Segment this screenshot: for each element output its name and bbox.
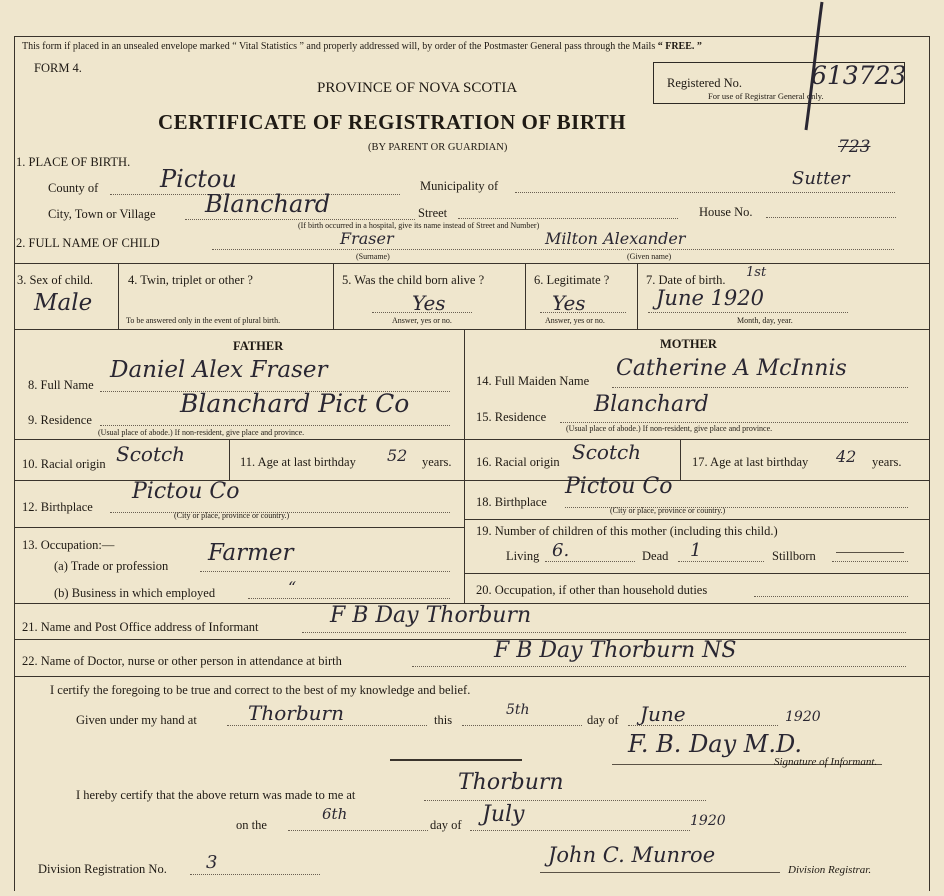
child-given-name: Milton Alexander bbox=[545, 229, 686, 248]
city-value: Blanchard bbox=[205, 190, 331, 218]
dob-day: 1st bbox=[746, 265, 767, 280]
stillborn-label: Stillborn bbox=[772, 549, 816, 563]
mother-heading: MOTHER bbox=[660, 337, 717, 351]
father-occupation-label: 13. Occupation:— bbox=[22, 538, 115, 552]
informant-line bbox=[302, 632, 906, 633]
father-birthplace-note: (City or place, province or country.) bbox=[174, 511, 290, 520]
sep-sex bbox=[118, 263, 119, 329]
doctor-value: F B Day Thorburn NS bbox=[494, 638, 737, 663]
sep-twin bbox=[333, 263, 334, 329]
rule-children-top bbox=[464, 519, 930, 520]
county-label: County of bbox=[48, 181, 99, 195]
municipality-line bbox=[515, 192, 895, 193]
child-name-label: 2. FULL NAME OF CHILD bbox=[16, 236, 160, 250]
given-under-label: Given under my hand at bbox=[76, 713, 197, 727]
business-line bbox=[248, 598, 450, 599]
day-of-value: June bbox=[640, 702, 686, 726]
sex-label: 3. Sex of child. bbox=[17, 273, 94, 287]
on-the-line bbox=[288, 830, 428, 831]
mother-res-line bbox=[560, 422, 908, 423]
father-name-value: Daniel Alex Fraser bbox=[110, 357, 328, 383]
parents-divider bbox=[464, 329, 465, 603]
given-place-value: Thorburn bbox=[248, 701, 344, 725]
on-the-value: 6th bbox=[322, 805, 348, 823]
father-res-note: (Usual place of abode.) If non-resident, give place and province. bbox=[98, 428, 305, 437]
legit-note: Answer, yes or no. bbox=[545, 316, 605, 325]
father-years: years. bbox=[422, 455, 452, 469]
form-number: FORM 4. bbox=[34, 61, 82, 75]
father-res-line bbox=[100, 425, 450, 426]
dead-value: 1 bbox=[690, 540, 702, 561]
this-label: this bbox=[434, 713, 453, 727]
dead-line bbox=[678, 561, 764, 562]
made-at-line bbox=[424, 800, 706, 801]
street-line bbox=[458, 218, 678, 219]
hospital-note: (If birth occurred in a hospital, give its name instead of Street and Number) bbox=[298, 221, 540, 230]
informant-signature-caption: Signature of Informant. bbox=[774, 756, 878, 768]
father-birthplace-value: Pictou Co bbox=[132, 479, 240, 504]
business-label: (b) Business in which employed bbox=[54, 586, 216, 600]
made-year: 1920 bbox=[690, 813, 726, 829]
twin-note: To be answered only in the event of plural birth. bbox=[126, 316, 281, 325]
rule-occupation-top bbox=[464, 573, 930, 574]
registered-number: 613723 bbox=[811, 61, 907, 90]
children-label: 19. Number of children of this mother (including this child.) bbox=[476, 524, 778, 538]
mother-occupation-label: 20. Occupation, if other than household duties bbox=[476, 583, 708, 597]
rule-row3-top bbox=[14, 263, 930, 264]
day-of2-line bbox=[470, 830, 690, 831]
city-label: City, Town or Village bbox=[48, 207, 156, 221]
day-of-label: day of bbox=[587, 713, 619, 727]
father-res-value: Blanchard Pict Co bbox=[180, 389, 410, 418]
father-res-label: 9. Residence bbox=[28, 413, 92, 427]
living-line bbox=[545, 561, 635, 562]
sep-legit bbox=[637, 263, 638, 329]
given-place-line bbox=[227, 725, 427, 726]
city-line bbox=[185, 219, 415, 220]
alive-note: Answer, yes or no. bbox=[392, 316, 452, 325]
left-rule bbox=[14, 36, 15, 891]
this-value: 5th bbox=[506, 702, 530, 718]
rule-row3-bottom bbox=[14, 329, 930, 330]
mother-res-value: Blanchard bbox=[594, 392, 709, 417]
sep-mother-age bbox=[680, 439, 681, 480]
municipality-label: Municipality of bbox=[420, 179, 499, 193]
day-of2-label: day of bbox=[430, 818, 462, 832]
ink-stroke bbox=[770, 0, 830, 140]
alive-value: Yes bbox=[412, 291, 446, 315]
father-race-label: 10. Racial origin bbox=[22, 457, 106, 471]
rule-origin-top bbox=[14, 439, 930, 440]
stillborn-dash bbox=[836, 552, 904, 553]
division-reg-value: 3 bbox=[206, 852, 218, 873]
dob-line bbox=[648, 312, 848, 313]
child-name-line bbox=[212, 249, 894, 250]
given-year: 1920 bbox=[785, 709, 821, 725]
living-value: 6. bbox=[552, 540, 570, 561]
mother-age-label: 17. Age at last birthday bbox=[692, 455, 809, 469]
father-heading: FATHER bbox=[233, 339, 284, 353]
right-rule bbox=[929, 36, 930, 891]
legit-value: Yes bbox=[552, 291, 586, 315]
mother-years: years. bbox=[872, 455, 902, 469]
division-reg-label: Division Registration No. bbox=[38, 862, 167, 876]
mother-race-value: Scotch bbox=[572, 440, 642, 464]
stillborn-line bbox=[832, 561, 908, 562]
doctor-label: 22. Name of Doctor, nurse or other person in attendance at birth bbox=[22, 654, 342, 668]
this-line bbox=[462, 725, 582, 726]
legit-line bbox=[540, 312, 626, 313]
street-label: Street bbox=[418, 206, 448, 220]
trade-label: (a) Trade or profession bbox=[54, 559, 169, 573]
mother-name-value: Catherine A McInnis bbox=[616, 356, 847, 381]
registrar-caption: Division Registrar. bbox=[788, 864, 872, 876]
mother-occupation-line bbox=[754, 596, 908, 597]
informant-signature: F. B. Day M.D. bbox=[628, 730, 803, 758]
child-surname: Fraser bbox=[340, 229, 394, 248]
certificate-subtitle: (BY PARENT OR GUARDIAN) bbox=[368, 142, 508, 153]
municipality-value: Sutter bbox=[792, 168, 850, 189]
dead-label: Dead bbox=[642, 549, 669, 563]
certificate-title: CERTIFICATE OF REGISTRATION OF BIRTH bbox=[158, 110, 627, 134]
trade-line bbox=[200, 571, 450, 572]
informant-value: F B Day Thorburn bbox=[330, 603, 532, 628]
informant-label: 21. Name and Post Office address of Informant bbox=[22, 620, 259, 634]
given-caption: (Given name) bbox=[627, 252, 672, 261]
on-the-label: on the bbox=[236, 818, 267, 832]
dob-note: Month, day, year. bbox=[737, 316, 793, 325]
mother-res-note: (Usual place of abode.) If non-resident, give place and province. bbox=[566, 424, 773, 433]
mother-name-label: 14. Full Maiden Name bbox=[476, 374, 590, 388]
father-race-value: Scotch bbox=[116, 442, 186, 466]
alive-label: 5. Was the child born alive ? bbox=[342, 273, 485, 287]
mother-res-label: 15. Residence bbox=[476, 410, 547, 424]
father-name-label: 8. Full Name bbox=[28, 378, 94, 392]
mother-birthplace-note: (City or place, province or country.) bbox=[610, 506, 726, 515]
division-reg-line bbox=[190, 874, 320, 875]
trade-value: Farmer bbox=[208, 540, 294, 566]
business-value: “ bbox=[288, 578, 297, 597]
separator-line bbox=[390, 759, 522, 761]
registrar-signature-line bbox=[540, 872, 780, 873]
surname-caption: (Surname) bbox=[356, 252, 390, 261]
made-at-value: Thorburn bbox=[458, 770, 564, 795]
father-age-label: 11. Age at last birthday bbox=[240, 455, 356, 469]
house-label: House No. bbox=[699, 205, 753, 219]
county-value: Pictou bbox=[160, 165, 237, 193]
province-heading: PROVINCE OF NOVA SCOTIA bbox=[317, 80, 518, 96]
side-number: 723 bbox=[838, 137, 871, 157]
mother-birthplace-label: 18. Birthplace bbox=[476, 495, 547, 509]
sex-value: Male bbox=[34, 290, 93, 316]
day-of2-value: July bbox=[482, 802, 525, 827]
sep-alive bbox=[525, 263, 526, 329]
living-label: Living bbox=[506, 549, 540, 563]
dob-value: June 1920 bbox=[656, 286, 765, 310]
sep-father-age bbox=[229, 439, 230, 480]
mother-race-label: 16. Racial origin bbox=[476, 455, 560, 469]
legit-label: 6. Legitimate ? bbox=[534, 273, 610, 287]
mail-notice: This form if placed in an unsealed envelope marked “ Vital Statistics ” and properly addressed will, by order of the Postmaster General pass through the Mails “ FREE. ” bbox=[22, 41, 702, 52]
registered-label: Registered No. bbox=[667, 76, 742, 90]
dob-label: 7. Date of birth. bbox=[646, 273, 726, 287]
father-birthplace-label: 12. Birthplace bbox=[22, 500, 93, 514]
registrar-use-note: For use of Registrar General only. bbox=[708, 91, 824, 101]
alive-line bbox=[372, 312, 472, 313]
registrar-signature: John C. Munroe bbox=[548, 843, 716, 867]
rule-doctor-top bbox=[14, 639, 930, 640]
father-age-value: 52 bbox=[387, 446, 408, 465]
rule-certify-top bbox=[14, 676, 930, 677]
twin-label: 4. Twin, triplet or other ? bbox=[128, 273, 253, 287]
mother-age-value: 42 bbox=[836, 447, 857, 466]
made-to-me-label: I hereby certify that the above return was made to me at bbox=[76, 788, 356, 802]
doctor-line bbox=[412, 666, 906, 667]
house-line bbox=[766, 217, 896, 218]
place-heading: 1. PLACE OF BIRTH. bbox=[16, 155, 131, 169]
rule-father-occupation-top bbox=[14, 527, 464, 528]
mother-name-line bbox=[612, 387, 908, 388]
mother-birthplace-value: Pictou Co bbox=[565, 474, 673, 499]
certify-line: I certify the foregoing to be true and correct to the best of my knowledge and belief. bbox=[50, 683, 471, 697]
